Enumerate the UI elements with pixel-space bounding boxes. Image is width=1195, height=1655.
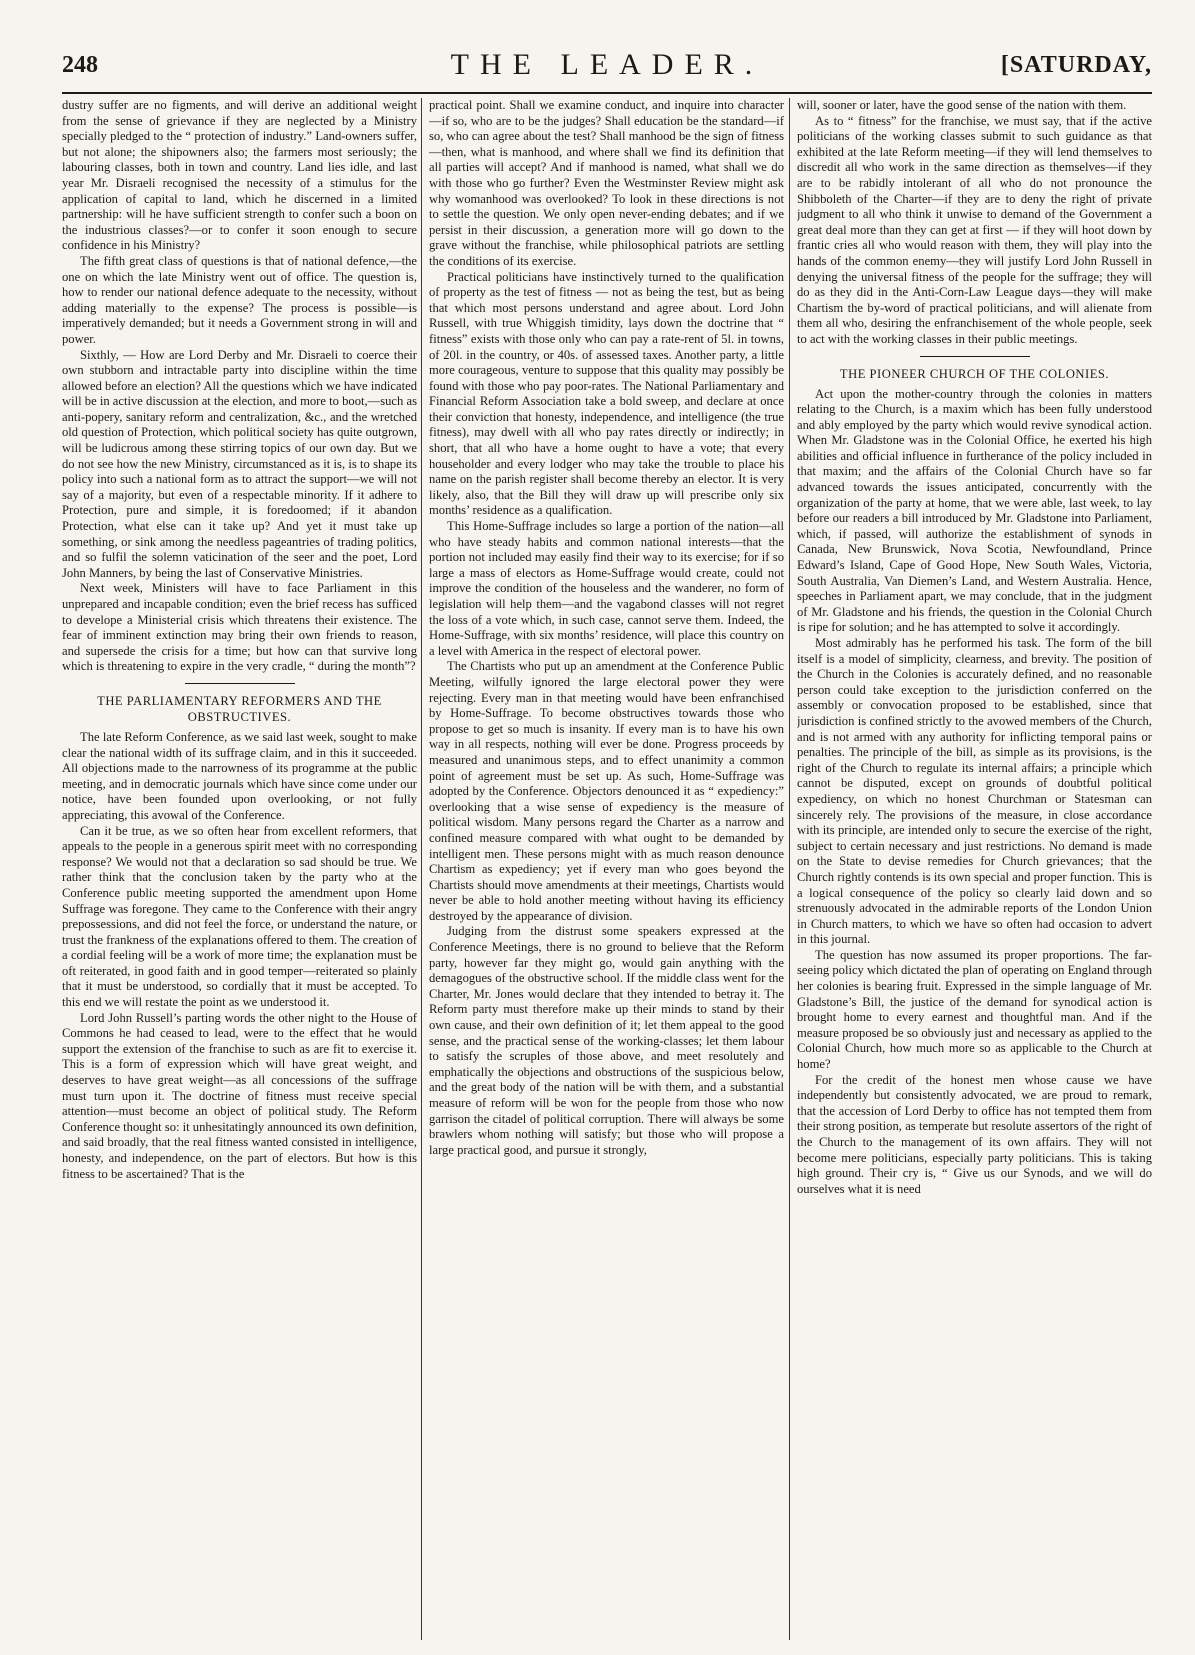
- article-heading: THE PIONEER CHURCH OF THE COLONIES.: [839, 366, 1110, 381]
- paragraph: Most admirably has he performed his task. The form of the bill itself is a model of simplicity, clearness, and brevity. The position of the Church in the Colonies is accurately defined, and no reasonable person could take exception to the jurisdiction conferred on the assembly or convocation proposed to be established, since that jurisdiction is confined strictly to the avowed members of the Church, and is not armed with any authority for inflicting temporal pains or penalties. The principle of the bill, as simple as its provisions, is the right of the Church to regulate its internal affairs; a principle which cannot be disputed, except on grounds of doubtful political expediency, on which no honest Churchman or Statesman can sincerely rely. The provisions of the measure, in close accordance with its principle, are intended only to secure the exercise of the right, subject to certain necessary and just restrictions. No demand is made on the State to devise remedies for Church grievances; that the Church rightly contends is its own special and proper function. This is a logical consequence of the policy so clearly laid down and so strenuously advocated in the admirable reports of the London Union in Church matters, to which we have so often had occasion to advert in this journal.: [797, 636, 1152, 947]
- day-label: [SATURDAY,: [1000, 52, 1152, 78]
- paragraph: This Home-Suffrage includes so large a portion of the nation—all who have steady habits and common national interests—that the portion not included may easily find their way to its exercise; for if so large a mass of electors as Home-Suffrage would create, could not improve the condition of the houseless and the wanderer, no form of legislation will help them—and the vagabond classes will not regret the loss of a vote which, in such case, cannot serve them. Indeed, the Home-Suffrage, with six months’ residence, will place this country on a level with America in the respect of electoral power.: [429, 519, 784, 658]
- paragraph: Act upon the mother-country through the colonies in matters relating to the Church, is a maxim which has been fully understood and ably employed by the party which would revive synodical action. When Mr. Gladstone was in the Colonial Office, he exerted his high abilities and official influence in furtherance of the policy included in that maxim; and the affairs of the Colonial Church have so far advanced towards the issues anticipated, concurrently with the organization of the party at home, that we were able, last week, to lay before our readers a bill introduced by Mr. Gladstone into Parliament, which, if passed, will authorize the establishment of synods in Canada, New Brunswick, Nova Scotia, Newfoundland, Prince Edward’s Island, Cape of Good Hope, New South Wales, Victoria, South Australia, Van Diemen’s Land, and Western Australia. Hence, speeches in Parliament apart, we may conclude, that in the judgment of Mr. Gladstone and his friends, the question in the Colonial Church is ripe for solution; and he has attempted to solve it accordingly.: [797, 386, 1152, 635]
- paragraph: Lord John Russell’s parting words the other night to the House of Commons he had ceased to lead, were to the effect that he would support the extension of the franchise to such as are fit to exercise it. This is a form of expression which will have great weight, and deserves to have great weight—as all concessions of the suffrage must turn upon it. The doctrine of fitness must receive special attention—must become an object of political study. The Reform Conference thought so: it unhesitatingly announced its own definition, and said broadly, that the real fitness wanted consisted in intelligence, honesty, and independence, on the part of electors. But how is this fitness to be ascertained? That is the: [62, 1010, 417, 1181]
- page-number: 248: [62, 52, 98, 78]
- paragraph: Practical politicians have instinctively turned to the qualification of property as the test of fitness — not as being the test, but as being that which most persons understand and agree about. Lord John Russell, with true Whiggish timidity, lays down the doctrine that “ fitness” exists with those only who can pay a rate-rent of 5l. in towns, of 20l. in the country, or 40s. of assessed taxes. Another party, a little more courageous, venture to suppose that this quality may possibly be found with those who pay poor-rates. The National Parliamentary and Financial Reform Association take a bold sweep, and declare at once their conviction that honesty, independence, and intelligence (the true fitness), may dwell with all who pay rates directly or indirectly; in short, that all who have a home ought to have a vote; that every householder and every lodger who may take the trouble to place his name on the parish register shall become thereby an elector. It is very likely, also, that the Bill they will draw up will prescribe only six months’ residence as a qualification.: [429, 269, 784, 518]
- paragraph: The late Reform Conference, as we said last week, sought to make clear the national width of its suffrage claim, and in this it succeeded. All objections made to the narrowness of its programme at the public meeting, and in democratic journals which have since come under our notice, have been founded upon overlooking, or not fully appreciating, this avowal of the Conference.: [62, 729, 417, 822]
- paragraph: The question has now assumed its proper proportions. The far-seeing policy which dictated the plan of operating on England through her colonies is bearing fruit. Expressed in the simple language of Mr. Gladstone’s Bill, the justice of the demand for synodical action is brought home to every earnest and thoughtful man. And if the measure proposed be so obviously just and necessary as applied to the Colonial Church, how much more so as applicable to the Church at home?: [797, 947, 1152, 1072]
- column-2: [429, 98, 784, 1640]
- paragraph: Judging from the distrust some speakers expressed at the Conference Meetings, there is no ground to believe that the Reform party, however far they might go, would gain anything with the demagogues of the obstructive school. If the middle class went for the Charter, Mr. Jones would declare that they intended to betray it. The Reform party must therefore make up their minds to stand by their own cause, and their own definition of it; let them appeal to the good sense, and the practical sense of the working-classes; let them labour to satisfy the scruples of those above, and meet resolutely and emphatically the objections and obstructions of the suspicious below, and the great body of the nation will be with them, and a substantial measure of reform will be won for the people from those who now garrison the citadel of political corruption. There will always be some brawlers whom nothing will satisfy; but those who will propose a large practical good, and pursue it strongly,: [429, 924, 784, 1157]
- paragraph: For the credit of the honest men whose cause we have independently but consistently advocated, we are proud to remark, that the accession of Lord Derby to office has not tempted them from their strong position, as temperate but resolute assertors of the right of the Church to the management of its own affairs. They will not become mere politicians, especially party politicians. This is taking high ground. Their cry is, “ Give us our Synods, and we will do ourselves what it is need: [797, 1072, 1152, 1196]
- paper-title: THE LEADER.: [450, 48, 764, 81]
- paragraph: Next week, Ministers will have to face Parliament in this unprepared and incapable condition; even the brief recess has sufficed to develope a Ministerial crisis which threatens their existence. The fear of imminent extinction may bring their own friends to reason, and supersede the crisis for a time; but how can that survive long which is threatening to expire in the very cradle, “ during the month”?: [62, 581, 417, 674]
- masthead: [62, 48, 1152, 90]
- header-rule: [62, 92, 1152, 94]
- paragraph: Sixthly, — How are Lord Derby and Mr. Disraeli to coerce their own stubborn and intractable party into discipline within the time allowed before an election? All the questions which we have indicated will be in active discussion at the election, and more to boot,—such as anti-popery, sanitary reform and centralization, &c., and the wretched old question of Protection, which political society has quite outgrown, will be ludicrous among these stirring topics of our own day. But we do not see how the new Ministry, circumstanced as it is, is to shape its policy into such a national form as to attract the support—we will not say of a majority, but even of a respectable minority. If it adhere to Protection, pure and simple, it is foredoomed; if it abandon Protection, what else can it take up? And yet it must take up something, or sink among the needless pageantries of trading politics, and so fulfil the solemn vaticination of the seer and the poet, Lord John Manners, by being the last of Conservative Ministries.: [62, 347, 417, 580]
- column-divider: [421, 98, 422, 1640]
- paragraph: The fifth great class of questions is that of national defence,—the one on which the late Ministry went out of office. The question is, how to render our national defence adequate to the necessity, without adding materially to the expense? The process is possible—is imperatively demanded; but it needs a Government strong in will and power.: [62, 253, 417, 346]
- column-3: [797, 98, 1152, 1640]
- article-heading: THE PARLIAMENTARY REFORMERS AND THE OBSTRUCTIVES.: [97, 693, 382, 724]
- section-rule: [185, 683, 295, 684]
- section-rule: [920, 356, 1030, 357]
- paragraph: will, sooner or later, have the good sense of the nation with them.: [797, 98, 1127, 112]
- paragraph: As to “ fitness” for the franchise, we must say, that if the active politicians of the working classes submit to such guidance as that exhibited at the late Reform meeting—if they will lend themselves to discredit all who work in the same direction as themselves—if they are to be rabidly intolerant of all who do not pronounce the Shibboleth of the Charter—if they are to deny the right of private judgment to all who think it unwise to demand of the Government a great deal more than they can get at first — if they will hoot down by frantic cries all who would reason with them, they will play into the hands of the common enemy—they will justify Lord John Russell in denying the universal fitness of the people for the suffrage; they will do as they did in the Anti-Corn-Law League days—they will make Chartism the by-word of practical politicians, and will alienate from them all who, desiring the enfranchisement of the whole people, seek to act with the working classes in their public meetings.: [797, 113, 1152, 346]
- paragraph: dustry suffer are no figments, and will derive an additional weight from the sense of grievance if they are neglected by a Ministry specially pledged to the “ protection of industry.” Land-owners suffer, but not alone; the shipowners also; the farmers most seriously; the labouring classes, both in town and country. Land lies idle, and last year Mr. Disraeli recognised the necessity of a stimulus for the application of capital to land, which he discerned in a limited partnership: will he have sufficient strength to confer such a boon on the industrious classes?—or to confer it soon enough to secure confidence in his Ministry?: [62, 98, 417, 253]
- column-divider: [789, 98, 790, 1640]
- column-1: [62, 98, 417, 1640]
- paragraph: Can it be true, as we so often hear from excellent reformers, that appeals to the people in a generous spirit meet with no corresponding response? We would not that a declaration so sad should be true. We rather think that the conclusion taken by the party who at the Conference public meeting supported the amendment upon Home Suffrage was foregone. They came to the Conference with their angry prepossessions, and did not feel the force, or understand the nature, or trust the frankness of the explanations offered to them. The creation of a cordial feeling will be a work of more time; the explanation must be oft reiterated, in good faith and in good temper—reiterated so plainly that it must be understood, so cordially that it must be accepted. To this end we will restate the point as we understood it.: [62, 823, 417, 1010]
- paragraph: practical point. Shall we examine conduct, and inquire into character—if so, who are to be the judges? Shall education be the standard—if so, who can agree about the test? Shall manhood be the sign of fitness—then, what is manhood, and where shall we find its definition that all parties will accept? And if manhood is named, what shall we do with those who go further? Even the Westminster Review might ask why womanhood was overlooked? To look in these directions is not to settle the question. We only open never-ending debates; and if we persist in their discussion, a generation more will go down to the grave without the franchise, while philosophical patriots are settling the conditions of its exercise.: [429, 98, 784, 268]
- paragraph: The Chartists who put up an amendment at the Conference Public Meeting, wilfully ignored the large electoral power they were rejecting. Every man in that meeting would have been enfranchised by Home-Suffrage. To become obstructives towards those who propose to get so much is insanity. If every man is to have his own way in all respects, nothing will ever be done. Progress proceeds by measured and unanimous steps, and to effect unanimity a common point of agreement must be set up. As such, Home-Suffrage was adopted by the Conference. Objectors denounced it as “ expediency:” overlooking that a wise sense of expediency is the measure of political wisdom. Many persons regard the Charter as a narrow and confined measure compared with what ought to be demanded by intelligent men. These persons might with as much reason denounce Chartism as expediency; yet if every man who goes beyond the Chartists should move amendments at their meetings, Chartists would never be able to hold another meeting without having its efficiency destroyed by the appearance of division.: [429, 659, 784, 923]
